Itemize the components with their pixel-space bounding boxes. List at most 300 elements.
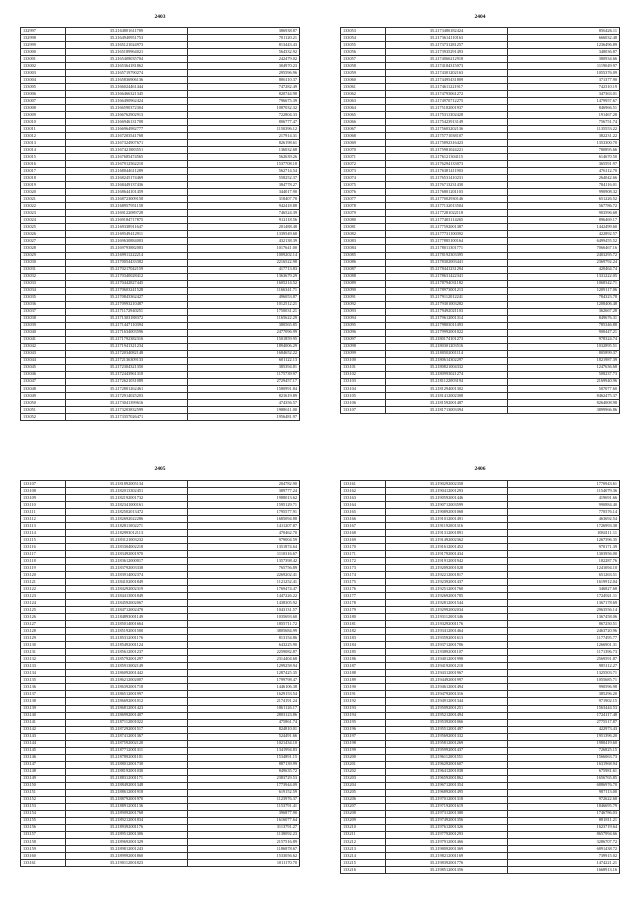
coordinate-cell: 35.2169549412911 <box>65 231 188 238</box>
row-id-cell: 133056 <box>341 49 386 56</box>
table-row <box>21 852 300 859</box>
row-id-cell: 133201 <box>341 761 386 768</box>
table-row <box>341 726 620 733</box>
table-row <box>341 210 620 217</box>
coordinate-cell: 35.2174066212918 <box>385 56 508 63</box>
row-id-cell: 133105 <box>341 392 386 399</box>
value-cell: 242479.02 <box>188 56 300 63</box>
value-cell: 396877.90 <box>188 810 300 817</box>
table-row <box>341 642 620 649</box>
value-cell: 304970.23 <box>188 63 300 70</box>
value-cell: 1799798.47 <box>188 677 300 684</box>
table-row <box>21 140 300 147</box>
coordinate-cell: 35.2198512001356 <box>385 866 508 873</box>
coordinate-cell: 35.2185192001500 <box>65 628 188 635</box>
table-row <box>341 399 620 406</box>
coordinate-cell: 35.2173614110163 <box>385 35 508 42</box>
row-id-cell: 133121 <box>21 579 66 586</box>
table-row <box>21 315 300 322</box>
value-cell: 1988013.62 <box>188 495 300 502</box>
row-id-cell: 133211 <box>341 831 386 838</box>
coordinate-cell: 35.2180502001114 <box>385 350 508 357</box>
value-cell: 8657994.66 <box>508 831 620 838</box>
coordinate-cell: 35.2168449137436 <box>65 182 188 189</box>
table-row <box>341 231 620 238</box>
coordinate-cell: 35.2175423913149 <box>385 119 508 126</box>
coordinate-cell: 35.2194912001344 <box>385 698 508 705</box>
coordinate-cell: 35.2186092001442 <box>65 670 188 677</box>
table-row <box>21 49 300 56</box>
value-cell: 1035693.60 <box>188 614 300 621</box>
table-row <box>21 677 300 684</box>
row-id-cell: 133215 <box>341 859 386 866</box>
value-cell: 1474221.21 <box>508 859 620 866</box>
coordinate-cell: 35.2183121003232 <box>65 537 188 544</box>
value-cell: 1980419.60 <box>508 740 620 747</box>
table-row <box>341 712 620 719</box>
table-row <box>341 565 620 572</box>
coordinate-cell: 35.2186692001012 <box>65 698 188 705</box>
row-id-cell: 133139 <box>21 705 66 712</box>
coordinate-cell: 35.2190292002358 <box>385 481 508 488</box>
row-id-cell: 133192 <box>341 698 386 705</box>
coordinate-cell: 35.2180174101273 <box>385 336 508 343</box>
row-id-cell: 133049 <box>21 392 66 399</box>
row-id-cell: 133172 <box>341 558 386 565</box>
page-2405 <box>0 452 320 904</box>
row-id-cell: 133118 <box>21 558 66 565</box>
coordinate-cell: 35.2184893001149 <box>65 614 188 621</box>
row-id-cell: 133169 <box>341 537 386 544</box>
row-id-cell: 133074 <box>341 175 386 182</box>
value-cell: 970171.39 <box>508 544 620 551</box>
row-id-cell: 133047 <box>21 378 66 385</box>
value-cell: 2963556.14 <box>508 607 620 614</box>
table-row <box>21 133 300 140</box>
coordinate-cell: 35.2173731281257 <box>385 42 508 49</box>
value-cell: 1351874.64 <box>188 544 300 551</box>
table-row <box>21 796 300 803</box>
value-cell: 987113.00 <box>508 789 620 796</box>
value-cell: 856426.11 <box>508 28 620 35</box>
row-id-cell: 133066 <box>341 119 386 126</box>
coordinate-cell: 35.2181294001302 <box>385 385 508 392</box>
value-cell: 2174191.24 <box>188 698 300 705</box>
coordinate-cell: 35.2178973001213 <box>385 287 508 294</box>
table-row <box>341 719 620 726</box>
table-row <box>341 733 620 740</box>
page-title: 2404 <box>474 14 486 20</box>
row-id-cell: 133208 <box>341 810 386 817</box>
row-id-cell: 133097 <box>341 336 386 343</box>
row-id-cell: 133044 <box>21 357 66 364</box>
coordinate-cell: 35.2194492001997 <box>385 677 508 684</box>
coordinate-cell: 35.2167203541768 <box>65 133 188 140</box>
row-id-cell: 133099 <box>341 350 386 357</box>
coordinate-cell: 35.2172914025203 <box>65 392 188 399</box>
table-row <box>21 579 300 586</box>
coordinate-cell: 35.2182341000161 <box>65 502 188 509</box>
table-row <box>21 203 300 210</box>
coordinate-cell: 35.2175771038107 <box>385 133 508 140</box>
value-cell: 1068342.71 <box>508 280 620 287</box>
value-cell: 1566063.73 <box>508 754 620 761</box>
table-row <box>21 859 300 866</box>
table-row <box>341 866 620 873</box>
table-row <box>21 168 300 175</box>
coordinate-cell: 35.2166590372304 <box>65 105 188 112</box>
value-cell: 1769474.47 <box>188 586 300 593</box>
table-row <box>341 656 620 663</box>
value-cell: 1746786.03 <box>508 810 620 817</box>
value-cell: 614670.50 <box>508 154 620 161</box>
table-row <box>21 600 300 607</box>
value-cell: 1247636.68 <box>508 364 620 371</box>
table-row <box>341 628 620 635</box>
row-id-cell: 133187 <box>341 663 386 670</box>
coordinate-cell: 35.2187892001101 <box>65 754 188 761</box>
table-row <box>21 789 300 796</box>
value-cell: 887139.99 <box>188 761 300 768</box>
coordinate-cell: 35.2186212002007 <box>65 677 188 684</box>
value-cell: 765756.89 <box>188 565 300 572</box>
value-cell: 476112.70 <box>508 168 620 175</box>
table-row <box>21 350 300 357</box>
value-cell: 1533056.62 <box>188 852 300 859</box>
row-id-cell: 133111 <box>21 509 66 516</box>
table-row <box>21 70 300 77</box>
table-row <box>341 824 620 831</box>
coordinate-cell: 35.2166762902913 <box>65 112 188 119</box>
coordinate-cell: 35.2164801611789 <box>65 28 188 35</box>
row-id-cell: 133048 <box>21 385 66 392</box>
coordinate-cell: 35.2172136309133 <box>65 357 188 364</box>
row-id-cell: 133210 <box>341 824 386 831</box>
coordinate-cell: 35.2188612001918 <box>65 789 188 796</box>
row-id-cell: 133039 <box>21 322 66 329</box>
value-cell: 1656765.85 <box>508 775 620 782</box>
value-cell: 1726993.38 <box>508 523 620 530</box>
value-cell: 1032895.51 <box>508 343 620 350</box>
value-cell: 978324.74 <box>508 336 620 343</box>
coordinate-cell: 35.2176381411903 <box>385 168 508 175</box>
coordinate-cell: 35.2194312001967 <box>385 670 508 677</box>
coordinate-cell: 35.2171172940251 <box>65 308 188 315</box>
value-cell: 182287.76 <box>508 558 620 565</box>
table-row <box>21 656 300 663</box>
table-row <box>341 273 620 280</box>
coordinate-cell: 35.2190592001446 <box>385 495 508 502</box>
table-row <box>341 119 620 126</box>
value-cell: 3899966.86 <box>508 406 620 413</box>
row-id-cell: 133026 <box>21 231 66 238</box>
table-row <box>21 252 300 259</box>
value-cell: 806777.47 <box>188 119 300 126</box>
coordinate-cell: 35.2191312001891 <box>385 530 508 537</box>
table-row <box>21 287 300 294</box>
value-cell: 422892.57 <box>508 231 620 238</box>
value-cell: 1595129.71 <box>188 502 300 509</box>
row-id-cell: 133185 <box>341 649 386 656</box>
coordinate-cell: 35.2173041399616 <box>65 399 188 406</box>
coordinate-cell: 35.2182013302451 <box>65 488 188 495</box>
row-id-cell: 133003 <box>21 70 66 77</box>
coordinate-cell: 35.2186392001718 <box>65 684 188 691</box>
row-id-cell: 133147 <box>21 761 66 768</box>
coordinate-cell: 35.2178011301771 <box>385 245 508 252</box>
value-cell: 1894006.29 <box>188 343 300 350</box>
row-id-cell: 133024 <box>21 217 66 224</box>
coordinate-cell: 35.2193112001346 <box>385 614 508 621</box>
row-id-cell: 133135 <box>21 677 66 684</box>
row-id-cell: 133197 <box>341 733 386 740</box>
value-cell: 1580991.84 <box>188 385 300 392</box>
coordinate-cell: 35.2174611221917 <box>385 84 508 91</box>
row-id-cell: 133079 <box>341 210 386 217</box>
value-cell: 2803123.86 <box>188 712 300 719</box>
value-cell: 508237.73 <box>508 371 620 378</box>
row-id-cell: 133154 <box>21 810 66 817</box>
value-cell: 6886976.70 <box>508 782 620 789</box>
value-cell: 384778.27 <box>188 182 300 189</box>
row-id-cell: 133165 <box>341 509 386 516</box>
coordinate-cell: 35.2176531410231 <box>385 175 508 182</box>
table-row <box>21 705 300 712</box>
row-id-cell: 133014 <box>21 147 66 154</box>
coordinate-cell: 35.2181892005134 <box>65 481 188 488</box>
row-id-cell: 133085 <box>341 252 386 259</box>
row-id-cell: 133151 <box>21 789 66 796</box>
value-cell: 849676.31 <box>508 315 620 322</box>
table-row <box>341 775 620 782</box>
value-cell: 756751.74 <box>508 119 620 126</box>
table-row <box>341 301 620 308</box>
row-id-cell: 133114 <box>21 530 66 537</box>
value-cell: 191467.28 <box>508 112 620 119</box>
data-table <box>20 27 300 421</box>
row-id-cell: 133203 <box>341 775 386 782</box>
row-id-cell: 133124 <box>21 600 66 607</box>
table-row <box>341 294 620 301</box>
row-id-cell: 133084 <box>341 245 386 252</box>
value-cell: 2383729.53 <box>188 775 300 782</box>
coordinate-cell: 35.2168044611289 <box>65 168 188 175</box>
row-id-cell: 133186 <box>341 656 386 663</box>
row-id-cell: 133101 <box>341 364 386 371</box>
row-id-cell: 133106 <box>341 399 386 406</box>
value-cell: 1795577.91 <box>188 509 300 516</box>
table-row <box>21 572 300 579</box>
value-cell: 380565.85 <box>188 322 300 329</box>
row-id-cell: 133052 <box>21 413 66 420</box>
value-cell: 1501859.95 <box>188 336 300 343</box>
table-row <box>21 182 300 189</box>
table-row <box>21 523 300 530</box>
page-title: 2406 <box>474 466 486 472</box>
row-id-cell: 133157 <box>21 831 66 838</box>
row-id-cell: 133200 <box>341 754 386 761</box>
value-cell: 422973.43 <box>508 726 620 733</box>
row-id-cell: 133015 <box>21 154 66 161</box>
coordinate-cell: 35.2193712001706 <box>385 642 508 649</box>
value-cell: 1438305.92 <box>188 600 300 607</box>
table-row <box>341 266 620 273</box>
row-id-cell: 132998 <box>21 35 66 42</box>
row-id-cell: 133189 <box>341 677 386 684</box>
value-cell: 1055685.71 <box>508 677 620 684</box>
value-cell: 1605214.52 <box>188 280 300 287</box>
page-title: 2403 <box>154 14 166 20</box>
coordinate-cell: 35.2189992001860 <box>65 852 188 859</box>
table-row <box>21 831 300 838</box>
table-row <box>21 119 300 126</box>
value-cell: 1021434.10 <box>188 740 300 747</box>
row-id-cell: 133132 <box>21 656 66 663</box>
value-cell: 1055376.09 <box>508 70 620 77</box>
value-cell: 2463720.96 <box>508 628 620 635</box>
row-id-cell: 133096 <box>341 329 386 336</box>
table-row <box>341 259 620 266</box>
value-cell: 496053.87 <box>188 294 300 301</box>
row-id-cell: 133090 <box>341 287 386 294</box>
value-cell: 2403295.72 <box>508 252 620 259</box>
value-cell: 985112.27 <box>508 663 620 670</box>
table-row <box>21 217 300 224</box>
coordinate-cell: 35.2165364181862 <box>65 63 188 70</box>
row-id-cell: 133078 <box>341 203 386 210</box>
table-row <box>341 364 620 371</box>
coordinate-cell: 35.2189812001243 <box>65 845 188 852</box>
table-row <box>21 838 300 845</box>
coordinate-cell: 35.2178631422341 <box>385 273 508 280</box>
value-cell: 990884.40 <box>508 502 620 509</box>
page-2403 <box>0 0 320 452</box>
coordinate-cell: 35.2180301203516 <box>385 343 508 350</box>
value-cell: 136032.68 <box>188 147 300 154</box>
row-id-cell: 133103 <box>341 378 386 385</box>
table-row <box>21 628 300 635</box>
row-id-cell: 133134 <box>21 670 66 677</box>
value-cell: 2169940.96 <box>508 378 620 385</box>
value-cell: 2157516.89 <box>188 838 300 845</box>
row-id-cell: 133086 <box>341 259 386 266</box>
row-id-cell: 133050 <box>21 399 66 406</box>
coordinate-cell: 35.2197312001380 <box>385 810 508 817</box>
coordinate-cell: 35.2195692001332 <box>385 733 508 740</box>
row-id-cell: 133094 <box>341 315 386 322</box>
value-cell: 739915.02 <box>508 852 620 859</box>
row-id-cell: 133144 <box>21 740 66 747</box>
row-id-cell: 133013 <box>21 140 66 147</box>
coordinate-cell: 35.2197912001466 <box>385 838 508 845</box>
value-cell: 1186878.67 <box>188 845 300 852</box>
coordinate-cell: 35.2189092001768 <box>65 810 188 817</box>
table-row <box>341 329 620 336</box>
value-cell: 1821987.39 <box>508 357 620 364</box>
page-2404 <box>320 0 640 452</box>
value-cell: 1411207.87 <box>188 523 300 530</box>
row-id-cell: 133031 <box>21 266 66 273</box>
value-cell: 1447226.22 <box>188 593 300 600</box>
row-id-cell: 133073 <box>341 168 386 175</box>
value-cell: 990908.32 <box>508 189 620 196</box>
coordinate-cell: 35.2171303188372 <box>65 315 188 322</box>
table-row <box>21 196 300 203</box>
row-id-cell: 133212 <box>341 838 386 845</box>
coordinate-cell: 35.2170054433382 <box>65 259 188 266</box>
row-id-cell: 133017 <box>21 168 66 175</box>
value-cell: 348036.87 <box>508 49 620 56</box>
value-cell: 826198.61 <box>188 140 300 147</box>
table-row <box>21 245 300 252</box>
table-row <box>21 329 300 336</box>
coordinate-cell: 35.2165719790274 <box>65 70 188 77</box>
row-id-cell: 133183 <box>341 635 386 642</box>
row-id-cell: 133083 <box>341 238 386 245</box>
table-row <box>21 761 300 768</box>
value-cell: 1177495.77 <box>508 635 620 642</box>
value-cell: 2569591.87 <box>508 656 620 663</box>
value-cell: 1009202.14 <box>188 252 300 259</box>
coordinate-cell: 35.2190112001823 <box>65 859 188 866</box>
row-id-cell: 133170 <box>341 544 386 551</box>
table-row <box>21 154 300 161</box>
coordinate-cell: 35.2187592002120 <box>65 740 188 747</box>
value-cell: 1684652.22 <box>188 350 300 357</box>
table-row <box>341 831 620 838</box>
row-id-cell: 133128 <box>21 628 66 635</box>
value-cell: 1303956.00 <box>508 551 620 558</box>
row-id-cell: 133176 <box>341 586 386 593</box>
table-row <box>341 385 620 392</box>
row-id-cell: 133041 <box>21 336 66 343</box>
value-cell: 417713.83 <box>188 266 300 273</box>
row-id-cell: 133184 <box>341 642 386 649</box>
value-cell: 3286707.72 <box>508 838 620 845</box>
coordinate-cell: 35.2176713231430 <box>385 182 508 189</box>
row-id-cell: 133100 <box>341 357 386 364</box>
value-cell: 3113791.27 <box>188 824 300 831</box>
table-row <box>341 509 620 516</box>
row-id-cell: 133156 <box>21 824 66 831</box>
value-cell: 463692.54 <box>508 516 620 523</box>
table-row <box>341 558 620 565</box>
row-id-cell: 133019 <box>21 182 66 189</box>
table-row <box>21 98 300 105</box>
table-row <box>341 495 620 502</box>
row-id-cell: 133008 <box>21 105 66 112</box>
value-cell: 820744.98 <box>188 91 300 98</box>
row-id-cell: 133029 <box>21 252 66 259</box>
table-row <box>21 593 300 600</box>
coordinate-cell: 35.2188912001136 <box>65 803 188 810</box>
row-id-cell: 133055 <box>341 42 386 49</box>
coordinate-cell: 35.2192812001544 <box>385 600 508 607</box>
table-row <box>21 84 300 91</box>
value-cell: 6891438.72 <box>508 845 620 852</box>
value-cell: 1043131.57 <box>188 607 300 614</box>
row-id-cell: 133148 <box>21 768 66 775</box>
table-row <box>341 747 620 754</box>
coordinate-cell: 35.2196292001607 <box>385 761 508 768</box>
table-row <box>341 161 620 168</box>
value-cell: 419691.66 <box>508 495 620 502</box>
value-cell: 784116.01 <box>508 182 620 189</box>
coordinate-cell: 35.2173486182424 <box>385 28 508 35</box>
coordinate-cell: 35.2165121024973 <box>65 42 188 49</box>
table-row <box>341 859 620 866</box>
row-id-cell: 133107 <box>341 406 386 413</box>
